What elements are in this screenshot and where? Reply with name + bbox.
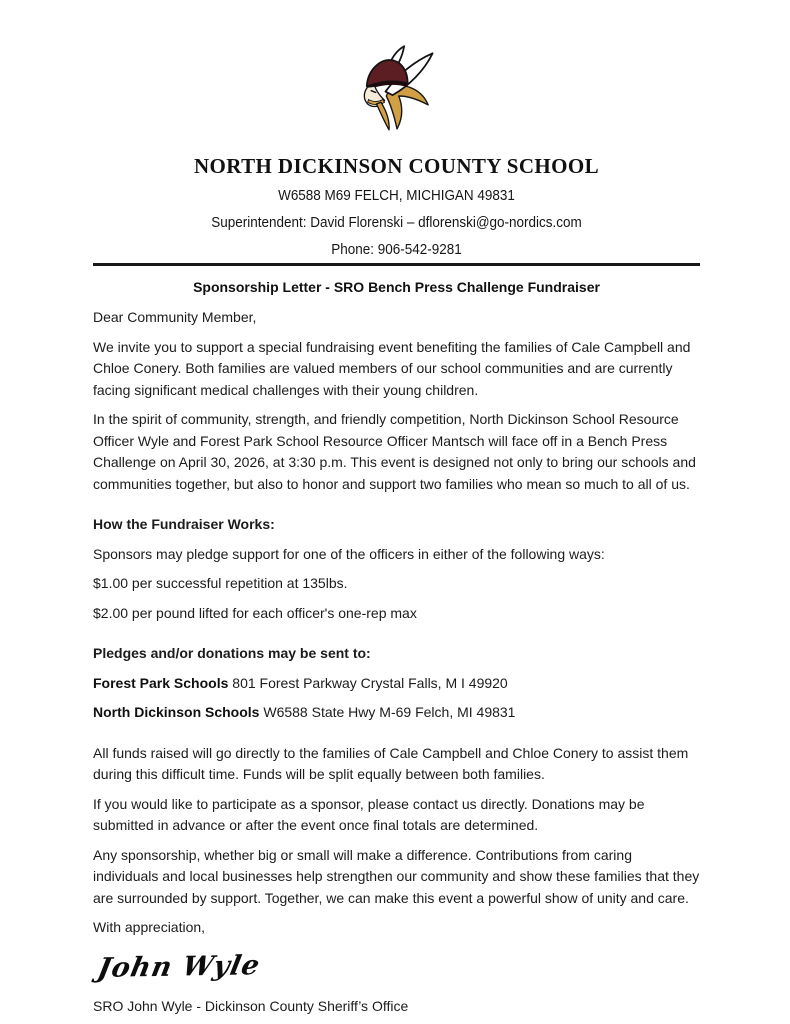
pledge-intro: Sponsors may pledge support for one of the officers in either of the following ways: — [93, 545, 605, 562]
signature-script: John Wyle — [95, 949, 263, 984]
intro-paragraph: We invite you to support a special fundraising event benefiting the families of Cale Campbell and Chloe Conery. Both families are valued members of our school communities and are currently facing significant medical challenges with their young children. — [93, 338, 691, 398]
viking-mascot-icon — [357, 45, 437, 131]
pledge-option-2: $2.00 per pound lifted for each officer's one-rep max — [93, 604, 417, 621]
address-line-north-dickinson — [93, 702, 700, 724]
how-it-works-heading: How the Fundraiser Works: — [93, 516, 275, 533]
address-school-detail: W6588 State Hwy M-69 Felch, MI 49831 — [263, 704, 516, 721]
signature-title: SRO John Wyle - Dickinson County Sheriff’s Office — [93, 997, 409, 1014]
funds-paragraph: All funds raised will go directly to the families of Cale Campbell and Chloe Conery to assist them during this difficult time. Funds will be split equally between both families. — [93, 744, 689, 783]
viking-mascot-logo — [93, 45, 700, 133]
school-letterhead — [93, 45, 700, 266]
pledge-option-1: $1.00 per successful repetition at 135lbs. — [93, 575, 348, 592]
address-school-detail: 801 Forest Parkway Crystal Falls, M I 49920 — [232, 674, 508, 691]
letter-subject: Sponsorship Letter - SRO Bench Press Challenge Fundraiser — [193, 279, 600, 296]
event-paragraph: In the spirit of community, strength, and friendly competition, North Dickinson School Resource Officer Wyle and Forest Park School Resource Officer Mantsch will face off in a Bench Press Challenge on April 30, 2026, at 3:30 p.m. This event is designed not only to bring our schools and communities together, but also to honor and support two families who mean so much to all of us. — [93, 411, 696, 492]
school-name: NORTH DICKINSON COUNTY SCHOOL — [193, 154, 600, 178]
closing-line: With appreciation, — [93, 919, 206, 936]
participate-paragraph: If you would like to participate as a sponsor, please contact us directly. Donations may be submitted in advance or after the event once final totals are determined. — [93, 795, 645, 834]
school-address: W6588 M69 FELCH, MICHIGAN 49831 — [278, 188, 515, 205]
phone-line: Phone: 906-542-9281 — [331, 242, 462, 259]
salutation: Dear Community Member, — [93, 309, 257, 326]
superintendent-line: Superintendent: David Florenski – dflorenski@go-nordics.com — [211, 215, 582, 232]
closing-paragraph: Any sponsorship, whether big or small will make a difference. Contributions from caring individuals and local businesses help strengthen our community and show these families that they are surrounded by support. Together, we can make this event a powerful show of unity and care. — [93, 846, 700, 906]
address-line-forest-park — [93, 673, 700, 695]
address-school-name: North Dickinson Schools — [93, 704, 260, 721]
letterhead-divider — [93, 263, 700, 266]
address-school-name: Forest Park Schools — [93, 674, 229, 691]
send-to-heading: Pledges and/or donations may be sent to: — [93, 645, 371, 662]
